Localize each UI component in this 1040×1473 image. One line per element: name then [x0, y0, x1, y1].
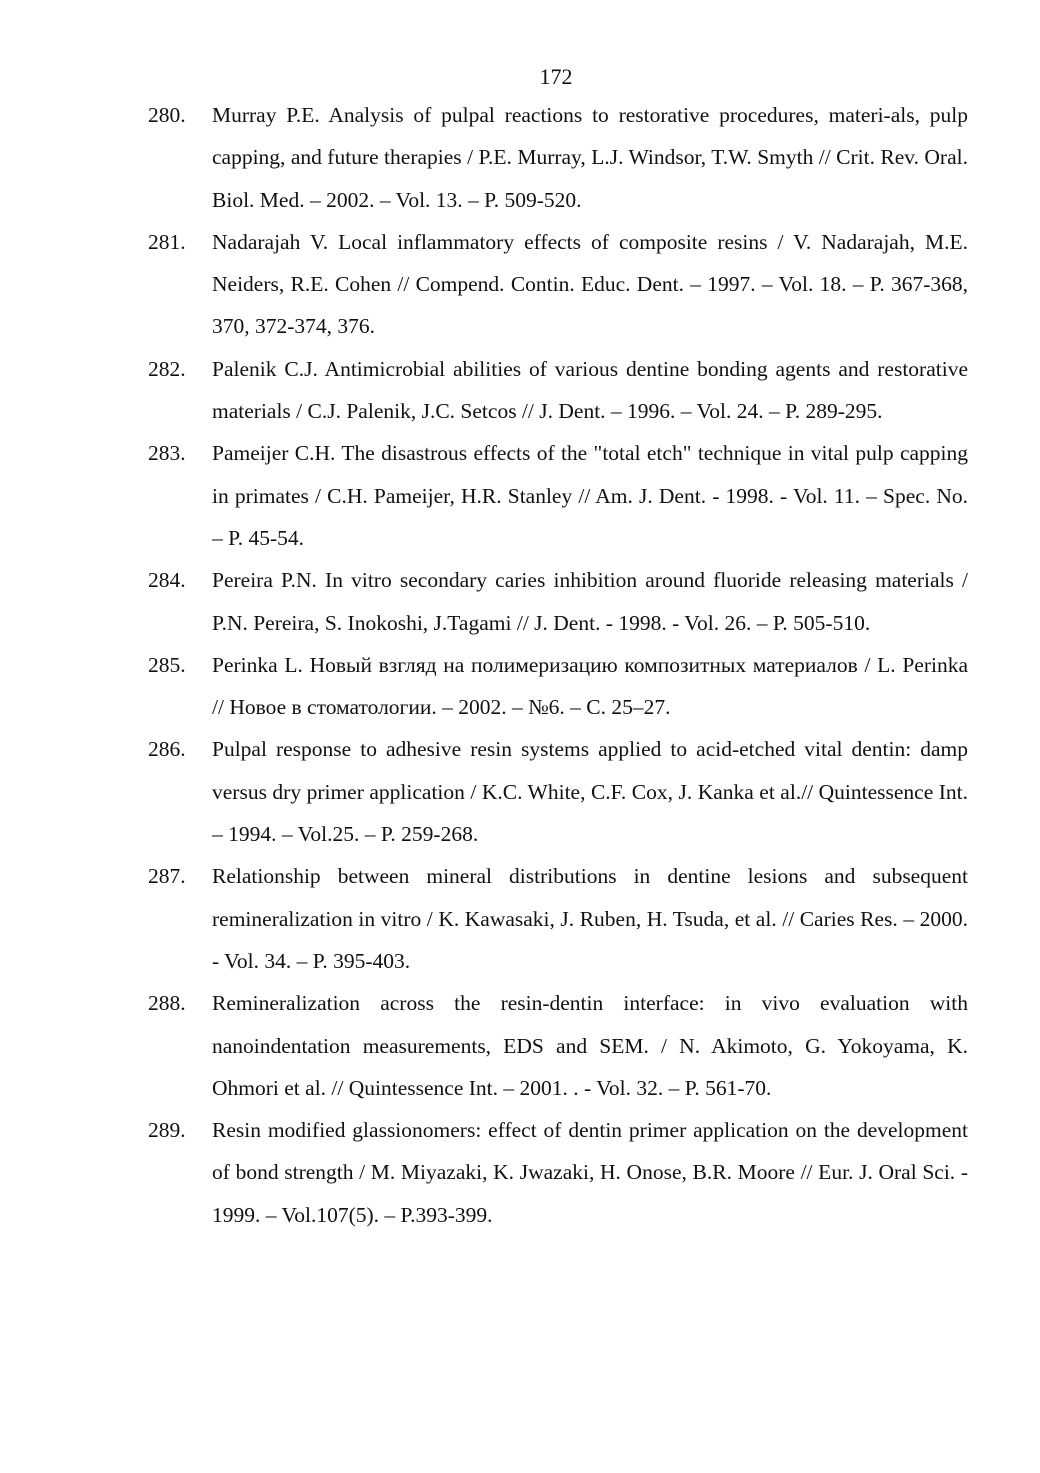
reference-text: Remineralization across the resin-dentin interface: in vivo evaluation with nanoindentation measurements, EDS and SEM. / N. Akimoto, G. Yokoyama, K. Ohmori et al. // Quintessence Int. – 2001. . - Vol. 32. – P. 561-70.: [212, 991, 968, 1100]
reference-item: [148, 1109, 968, 1236]
reference-text: Resin modified glassionomers: effect of dentin primer application on the development of bond strength / M. Miyazaki, K. Jwazaki, H. Onose, B.R. Moore // Eur. J. Oral Sci. - 1999. – Vol.107(5). – P.393-399.: [212, 1118, 968, 1227]
reference-list: [148, 94, 968, 1236]
reference-text: Nadarajah V. Local inflammatory effects of composite resins / V. Nadarajah, M.E. Neiders, R.E. Cohen // Compend. Contin. Educ. Dent. – 1997. – Vol. 18. – P. 367-368, 370, 372-374, 376.: [212, 229, 968, 339]
reference-item: [148, 221, 968, 348]
reference-number: 284.: [148, 568, 186, 593]
reference-item: [148, 348, 968, 433]
reference-item: [148, 982, 968, 1109]
page-number: 172: [539, 64, 573, 89]
reference-number: 281.: [148, 229, 186, 254]
reference-number: 283.: [148, 441, 186, 466]
reference-item: [148, 432, 968, 559]
reference-item: [148, 855, 968, 982]
reference-item: [148, 728, 968, 855]
reference-number: 285.: [148, 652, 186, 677]
reference-item: [148, 559, 968, 644]
reference-number: 289.: [148, 1118, 186, 1143]
reference-text: Palenik C.J. Antimicrobial abilities of various dentine bonding agents and restorative materials / C.J. Palenik, J.C. Setcos // J. Dent. – 1996. – Vol. 24. – P. 289-295.: [212, 356, 968, 424]
reference-number: 287.: [148, 864, 186, 889]
reference-text: Perinka L. Новый взгляд на полимеризацию композитных материалов / L. Perinka // Новое в стоматологии. – 2002. – №6. – С. 25–27.: [212, 652, 968, 720]
reference-item: [148, 94, 968, 221]
reference-item: [148, 644, 968, 729]
reference-number: 286.: [148, 737, 186, 762]
reference-text: Pereira P.N. In vitro secondary caries inhibition around fluoride releasing materials / P.N. Pereira, S. Inokoshi, J.Tagami // J. Dent. - 1998. - Vol. 26. – P. 505-510.: [212, 568, 968, 635]
reference-text: Relationship between mineral distributions in dentine lesions and subsequent remineralization in vitro / K. Kawasaki, J. Ruben, H. Tsuda, et al. // Caries Res. – 2000. - Vol. 34. – P. 395-403.: [212, 864, 968, 973]
reference-text: Murray P.E. Analysis of pulpal reactions to restorative procedures, materi-als, pulp capping, and future therapies / P.E. Murray, L.J. Windsor, T.W. Smyth // Crit. Rev. Oral. Biol. Med. – 2002. – Vol. 13. – P. 509-520.: [212, 103, 968, 212]
reference-text: Pulpal response to adhesive resin systems applied to acid-etched vital dentin: damp versus dry primer application / K.C. White, C.F. Cox, J. Kanka et al.// Quintessence Int. – 1994. – Vol.25. – P. 259-268.: [212, 737, 968, 847]
reference-number: 282.: [148, 356, 186, 381]
reference-number: 288.: [148, 991, 186, 1016]
reference-number: 280.: [148, 103, 186, 127]
reference-text: Pameijer C.H. The disastrous effects of the "total etch" technique in vital pulp capping in primates / C.H. Pameijer, H.R. Stanley // Am. J. Dent. - 1998. - Vol. 11. – Spec. No. – P. 45-54.: [212, 441, 968, 550]
